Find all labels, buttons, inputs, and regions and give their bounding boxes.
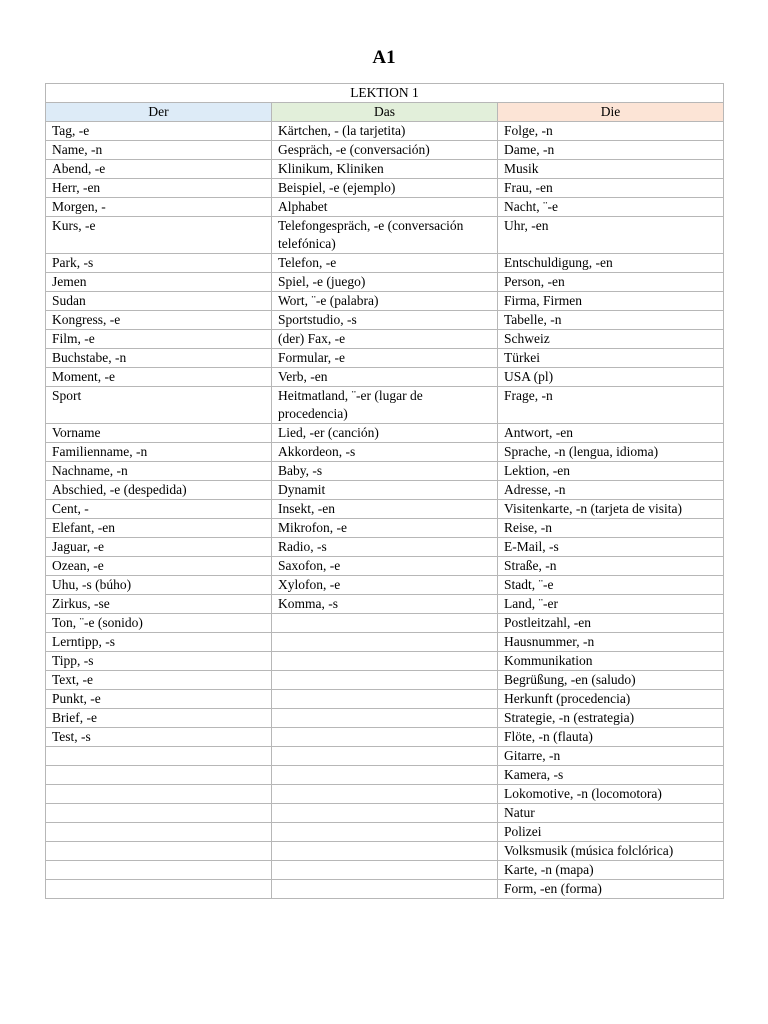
der-cell	[46, 823, 272, 842]
die-cell: Reise, -n	[498, 519, 724, 538]
der-cell	[46, 766, 272, 785]
page-title: A1	[372, 47, 396, 68]
die-cell: Sprache, -n (lengua, idioma)	[498, 443, 724, 462]
das-cell: Insekt, -en	[272, 500, 498, 519]
die-cell: Person, -en	[498, 273, 724, 292]
table-row	[46, 349, 724, 368]
der-cell: Text, -e	[46, 671, 272, 690]
das-cell: Klinikum, Kliniken	[272, 160, 498, 179]
table-row	[46, 273, 724, 292]
der-cell: Punkt, -e	[46, 690, 272, 709]
column-header-die: Die	[498, 103, 724, 122]
der-cell	[46, 804, 272, 823]
das-cell	[272, 728, 498, 747]
die-cell: Türkei	[498, 349, 724, 368]
die-cell: Adresse, -n	[498, 481, 724, 500]
die-cell: Lokomotive, -n (locomotora)	[498, 785, 724, 804]
table-row	[46, 785, 724, 804]
table-row	[46, 766, 724, 785]
die-cell: Musik	[498, 160, 724, 179]
table-row	[46, 519, 724, 538]
table-row	[46, 557, 724, 576]
lesson-row	[46, 84, 724, 103]
das-cell: Formular, -e	[272, 349, 498, 368]
die-cell: Visitenkarte, -n (tarjeta de visita)	[498, 500, 724, 519]
die-cell: Polizei	[498, 823, 724, 842]
der-cell: Sudan	[46, 292, 272, 311]
das-cell: Spiel, -e (juego)	[272, 273, 498, 292]
der-cell: Morgen, -	[46, 198, 272, 217]
die-cell: Kamera, -s	[498, 766, 724, 785]
die-cell: Gitarre, -n	[498, 747, 724, 766]
die-cell: Uhr, -en	[498, 217, 724, 254]
table-row	[46, 595, 724, 614]
das-cell	[272, 842, 498, 861]
der-cell: Brief, -e	[46, 709, 272, 728]
das-cell: Alphabet	[272, 198, 498, 217]
die-cell: Hausnummer, -n	[498, 633, 724, 652]
vocabulary-table	[45, 83, 724, 899]
die-cell: Postleitzahl, -en	[498, 614, 724, 633]
das-cell: Dynamit	[272, 481, 498, 500]
die-cell: Antwort, -en	[498, 424, 724, 443]
das-cell	[272, 671, 498, 690]
der-cell	[46, 785, 272, 804]
table-row	[46, 179, 724, 198]
die-cell: Strategie, -n (estrategia)	[498, 709, 724, 728]
table-row	[46, 160, 724, 179]
der-cell: Jaguar, -e	[46, 538, 272, 557]
das-cell: Beispiel, -e (ejemplo)	[272, 179, 498, 198]
die-cell: Frau, -en	[498, 179, 724, 198]
die-cell: Entschuldigung, -en	[498, 254, 724, 273]
die-cell: Flöte, -n (flauta)	[498, 728, 724, 747]
das-cell: Baby, -s	[272, 462, 498, 481]
die-cell: Nacht, ¨-e	[498, 198, 724, 217]
das-cell: Mikrofon, -e	[272, 519, 498, 538]
das-cell	[272, 880, 498, 899]
der-cell: Buchstabe, -n	[46, 349, 272, 368]
die-cell: USA (pl)	[498, 368, 724, 387]
der-cell: Cent, -	[46, 500, 272, 519]
der-cell	[46, 747, 272, 766]
die-cell: Tabelle, -n	[498, 311, 724, 330]
der-cell	[46, 842, 272, 861]
das-cell: Telefon, -e	[272, 254, 498, 273]
der-cell: Abschied, -e (despedida)	[46, 481, 272, 500]
der-cell	[46, 880, 272, 899]
das-cell: Radio, -s	[272, 538, 498, 557]
das-cell: Akkordeon, -s	[272, 443, 498, 462]
das-cell	[272, 861, 498, 880]
der-cell	[46, 861, 272, 880]
table-row	[46, 330, 724, 349]
der-cell: Vorname	[46, 424, 272, 443]
table-row	[46, 292, 724, 311]
der-cell: Sport	[46, 387, 272, 424]
die-cell: Frage, -n	[498, 387, 724, 424]
die-cell: Straße, -n	[498, 557, 724, 576]
table-row	[46, 443, 724, 462]
das-cell	[272, 709, 498, 728]
table-row	[46, 652, 724, 671]
table-row	[46, 538, 724, 557]
table-row	[46, 122, 724, 141]
die-cell: Folge, -n	[498, 122, 724, 141]
das-cell	[272, 633, 498, 652]
der-cell: Moment, -e	[46, 368, 272, 387]
table-row	[46, 500, 724, 519]
das-cell	[272, 823, 498, 842]
table-row	[46, 861, 724, 880]
das-cell	[272, 614, 498, 633]
die-cell: Begrüßung, -en (saludo)	[498, 671, 724, 690]
das-cell: Heitmatland, ¨-er (lugar de procedencia)	[272, 387, 498, 424]
der-cell: Nachname, -n	[46, 462, 272, 481]
die-cell: Firma, Firmen	[498, 292, 724, 311]
die-cell: Natur	[498, 804, 724, 823]
der-cell: Test, -s	[46, 728, 272, 747]
column-header-der: Der	[46, 103, 272, 122]
der-cell: Kurs, -e	[46, 217, 272, 254]
table-row	[46, 387, 724, 424]
das-cell	[272, 690, 498, 709]
der-cell: Park, -s	[46, 254, 272, 273]
vocabulary-rows	[46, 122, 724, 899]
das-cell	[272, 652, 498, 671]
der-cell: Jemen	[46, 273, 272, 292]
das-cell	[272, 747, 498, 766]
table-row	[46, 198, 724, 217]
table-row	[46, 671, 724, 690]
der-cell: Tipp, -s	[46, 652, 272, 671]
der-cell: Abend, -e	[46, 160, 272, 179]
das-cell	[272, 766, 498, 785]
das-cell: Komma, -s	[272, 595, 498, 614]
table-row	[46, 614, 724, 633]
der-cell: Zirkus, -se	[46, 595, 272, 614]
der-cell: Herr, -en	[46, 179, 272, 198]
table-row	[46, 368, 724, 387]
das-cell: Xylofon, -e	[272, 576, 498, 595]
der-cell: Tag, -e	[46, 122, 272, 141]
table-row	[46, 633, 724, 652]
table-row	[46, 690, 724, 709]
die-cell: Volksmusik (música folclórica)	[498, 842, 724, 861]
die-cell: Karte, -n (mapa)	[498, 861, 724, 880]
der-cell: Elefant, -en	[46, 519, 272, 538]
das-cell: Telefongespräch, -e (conversación telefónica)	[272, 217, 498, 254]
die-cell: Dame, -n	[498, 141, 724, 160]
die-cell: E-Mail, -s	[498, 538, 724, 557]
die-cell: Kommunikation	[498, 652, 724, 671]
das-cell: Lied, -er (canción)	[272, 424, 498, 443]
table-row	[46, 576, 724, 595]
table-row	[46, 880, 724, 899]
table-row	[46, 462, 724, 481]
lesson-title: LEKTION 1	[46, 84, 724, 103]
das-cell	[272, 804, 498, 823]
table-row	[46, 311, 724, 330]
die-cell: Land, ¨-er	[498, 595, 724, 614]
table-row	[46, 728, 724, 747]
table-row	[46, 217, 724, 254]
das-cell: Wort, ¨-e (palabra)	[272, 292, 498, 311]
die-cell: Form, -en (forma)	[498, 880, 724, 899]
table-row	[46, 481, 724, 500]
das-cell: Sportstudio, -s	[272, 311, 498, 330]
table-row	[46, 823, 724, 842]
die-cell: Stadt, ¨-e	[498, 576, 724, 595]
das-cell: Kärtchen, - (la tarjetita)	[272, 122, 498, 141]
die-cell: Lektion, -en	[498, 462, 724, 481]
der-cell: Ton, ¨-e (sonido)	[46, 614, 272, 633]
das-cell: (der) Fax, -e	[272, 330, 498, 349]
der-cell: Name, -n	[46, 141, 272, 160]
der-cell: Familienname, -n	[46, 443, 272, 462]
der-cell: Ozean, -e	[46, 557, 272, 576]
table-row	[46, 842, 724, 861]
table-row	[46, 254, 724, 273]
das-cell: Verb, -en	[272, 368, 498, 387]
header-row	[46, 103, 724, 122]
das-cell	[272, 785, 498, 804]
table-row	[46, 747, 724, 766]
der-cell: Kongress, -e	[46, 311, 272, 330]
die-cell: Schweiz	[498, 330, 724, 349]
column-header-das: Das	[272, 103, 498, 122]
der-cell: Film, -e	[46, 330, 272, 349]
die-cell: Herkunft (procedencia)	[498, 690, 724, 709]
das-cell: Saxofon, -e	[272, 557, 498, 576]
table-row	[46, 804, 724, 823]
das-cell: Gespräch, -e (conversación)	[272, 141, 498, 160]
der-cell: Uhu, -s (búho)	[46, 576, 272, 595]
table-row	[46, 141, 724, 160]
table-row	[46, 424, 724, 443]
table-row	[46, 709, 724, 728]
der-cell: Lerntipp, -s	[46, 633, 272, 652]
